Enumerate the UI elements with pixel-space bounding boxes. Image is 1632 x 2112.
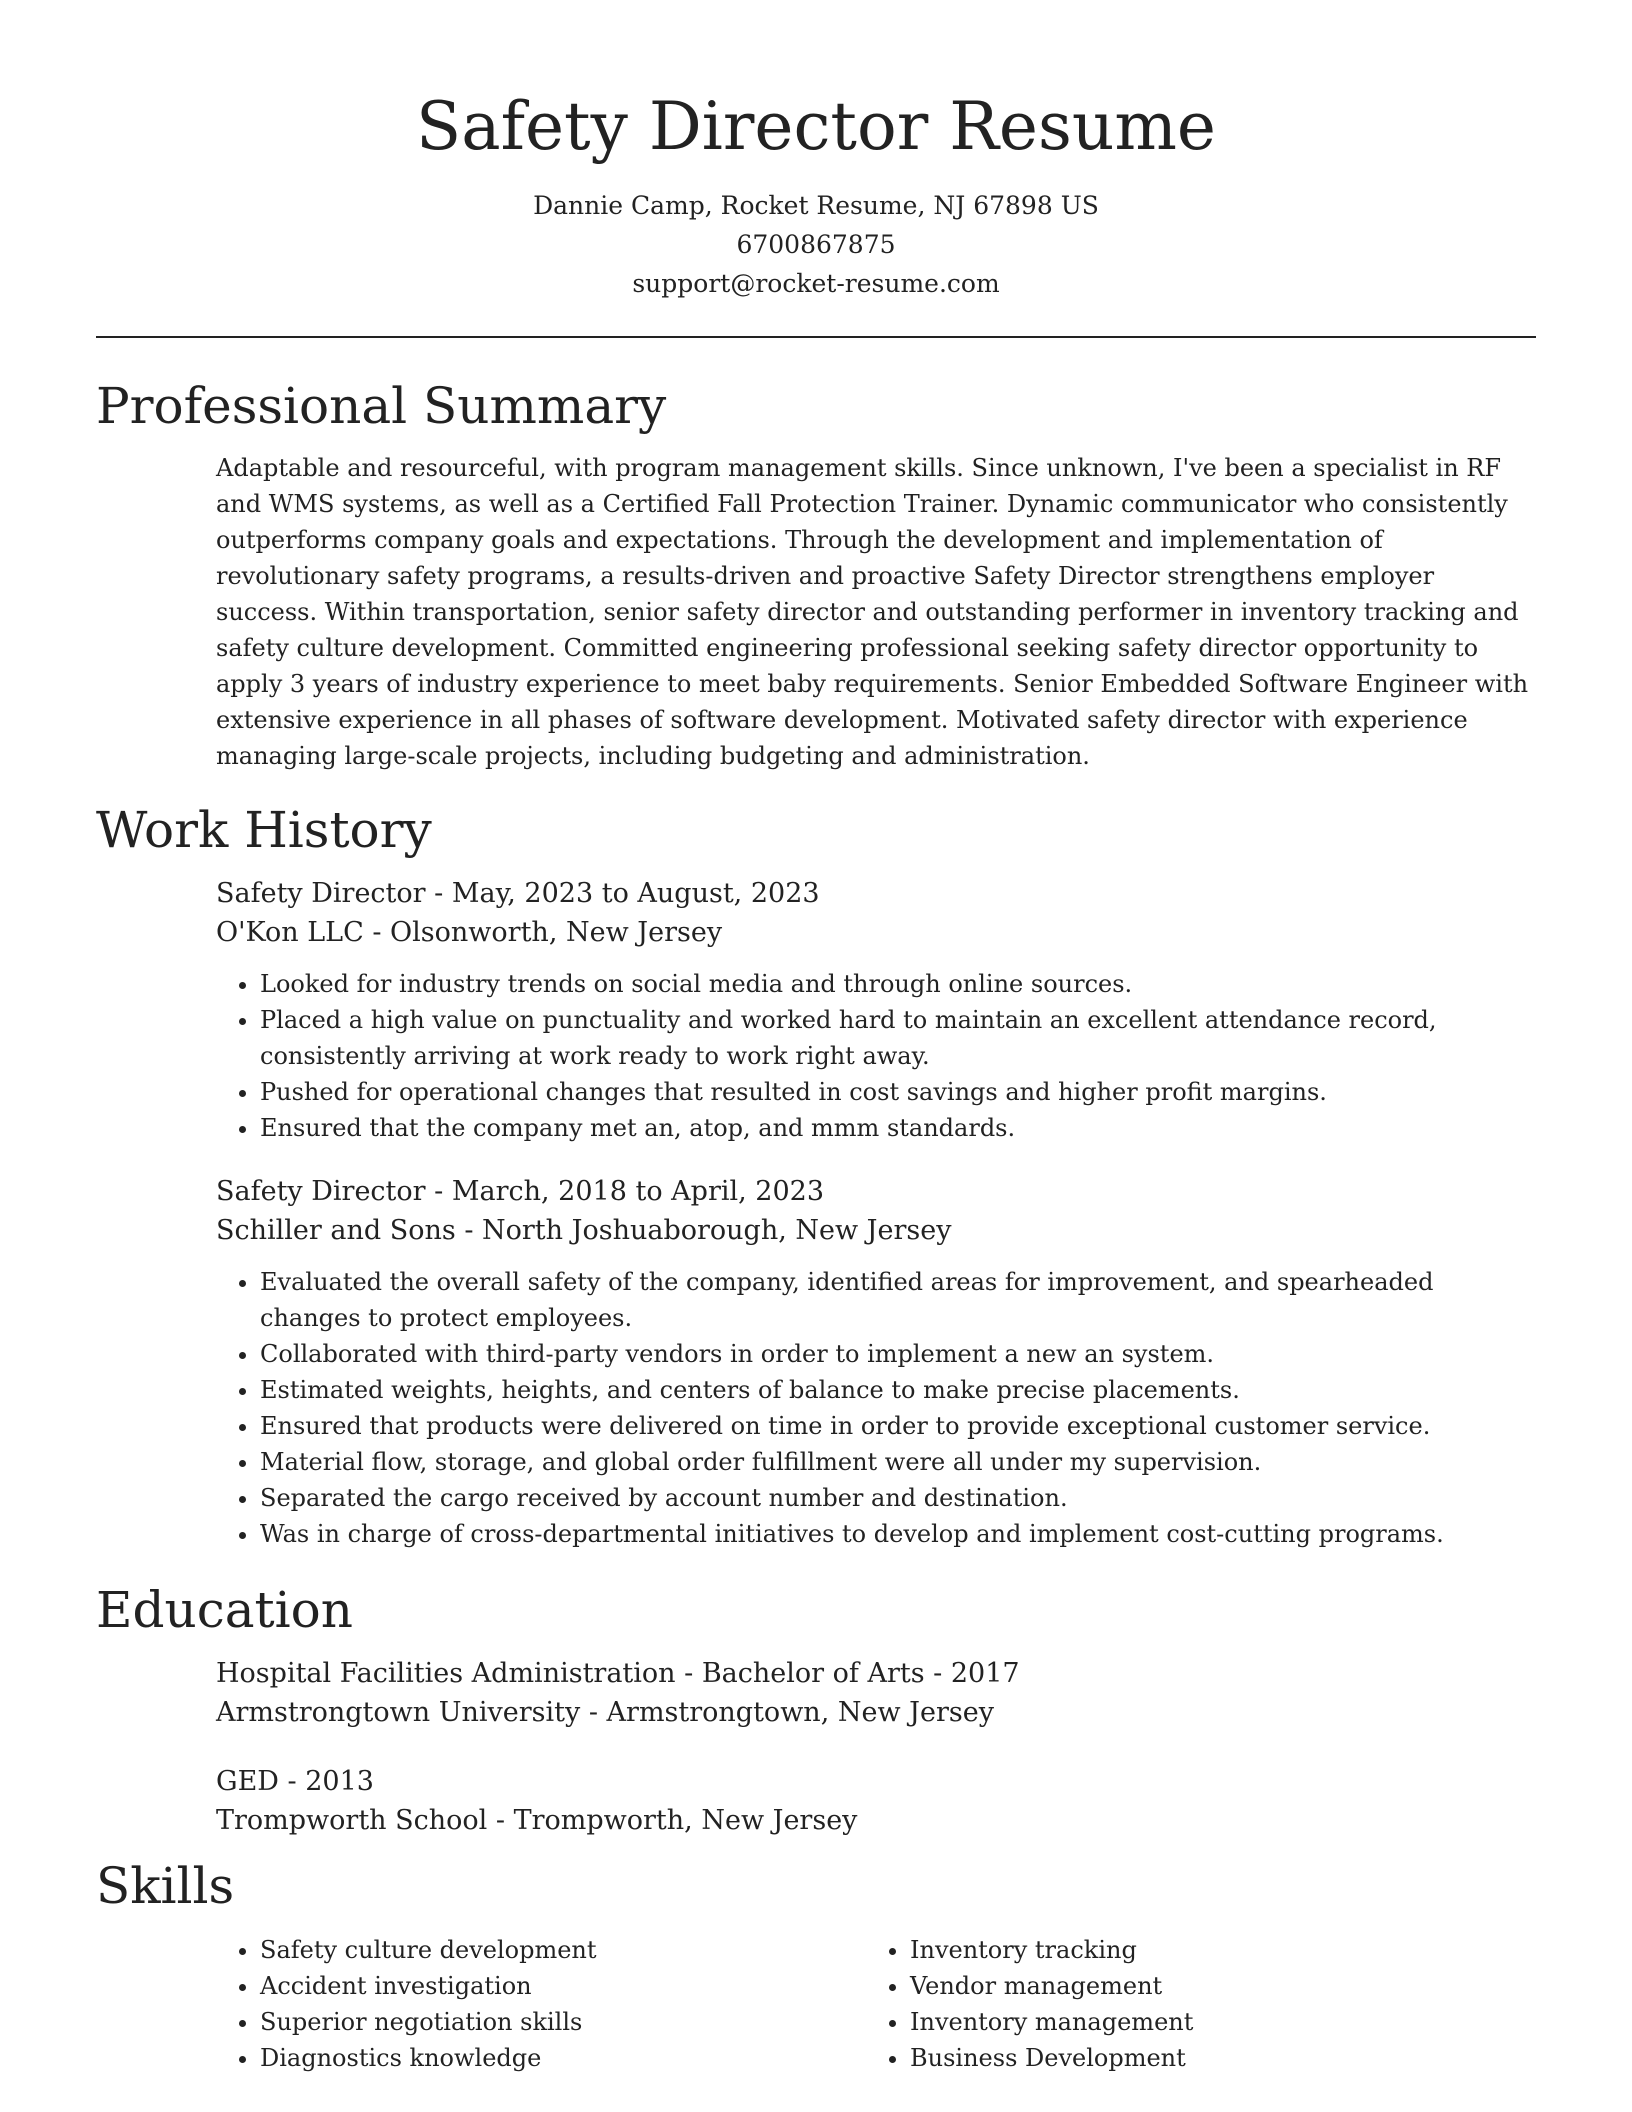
- list-item: • Collaborated with third-party vendors in order to implement a new an system.: [260, 1336, 1536, 1372]
- header-divider: [96, 336, 1536, 338]
- contact-address: Dannie Camp, Rocket Resume, NJ 67898 US: [533, 191, 1099, 220]
- job-duties-list: [216, 1264, 1536, 1552]
- list-item: • Business Development: [910, 2040, 1516, 2076]
- section-title-summary: Professional Summary: [96, 377, 667, 435]
- work-history-section: [96, 874, 1536, 1552]
- job-entry: [216, 874, 1536, 1146]
- section-title-work-history: Work History: [96, 801, 432, 859]
- education-degree-line: [216, 1762, 1536, 1801]
- list-item: • Accident investigation: [260, 1968, 866, 2004]
- summary-section: [96, 450, 1536, 774]
- job-title-line: [216, 1172, 1536, 1211]
- education-entry: [216, 1654, 1536, 1732]
- list-item: • Estimated weights, heights, and centers of balance to make precise placements.: [260, 1372, 1536, 1408]
- section-title-skills: Skills: [96, 1857, 235, 1915]
- education-school: Armstrongtown University: [216, 1697, 581, 1728]
- job-company: O'Kon LLC: [216, 917, 364, 948]
- skills-column-left: [216, 1932, 866, 2076]
- skills-columns: [216, 1932, 1536, 2076]
- resume-title: Safety Director Resume: [416, 88, 1216, 165]
- list-item: • Vendor management: [910, 1968, 1516, 2004]
- education-year: - 2013: [278, 1766, 374, 1797]
- job-duties-list: [216, 966, 1536, 1146]
- list-item: • Ensured that products were delivered on time in order to provide exceptional customer service.: [260, 1408, 1536, 1444]
- list-item: • Inventory tracking: [910, 1932, 1516, 1968]
- list-item: • Was in charge of cross-departmental initiatives to develop and implement cost-cutting programs.: [260, 1516, 1536, 1552]
- resume-header: [96, 0, 1536, 303]
- list-item: • Ensured that the company met an, atop, and mmm standards.: [260, 1110, 1536, 1146]
- skills-section: [96, 1932, 1536, 2076]
- skills-column-right: [866, 1932, 1516, 2076]
- job-title: Safety Director: [216, 878, 426, 909]
- summary-text: Adaptable and resourceful, with program management skills. Since unknown, I've been a specialist in RF and WMS systems, as well as a Certified Fall Protection Trainer. Dynamic communicator who consistently outperforms company goals and expectations. Through the development and implementation of revolutionary safety programs, a results-driven and proactive Safety Director strengthens employer success. Within transportation, senior safety director and outstanding performer in inventory tracking and safety culture development. Committed engineering professional seeking safety director opportunity to apply 3 years of industry experience to meet baby requirements. Senior Embedded Software Engineer with extensive experience in all phases of software development. Motivated safety director with experience managing large-scale projects, including budgeting and administration.: [216, 454, 1529, 770]
- job-title: Safety Director: [216, 1176, 426, 1207]
- section-title-education: Education: [96, 1581, 353, 1639]
- list-item: • Superior negotiation skills: [260, 2004, 866, 2040]
- list-item: • Evaluated the overall safety of the company, identified areas for improvement, and spearheaded changes to protect employees.: [260, 1264, 1536, 1336]
- job-title-line: [216, 874, 1536, 913]
- education-degree-line: [216, 1654, 1536, 1693]
- job-location: - North Joshuaborough, New Jersey: [455, 1215, 952, 1246]
- list-item: • Safety culture development: [260, 1932, 866, 1968]
- job-company-line: [216, 913, 1536, 952]
- list-item: • Separated the cargo received by account number and destination.: [260, 1480, 1536, 1516]
- list-item: • Looked for industry trends on social media and through online sources.: [260, 966, 1536, 1002]
- education-degree: GED: [216, 1766, 279, 1797]
- education-location: - Armstrongtown, New Jersey: [580, 1697, 994, 1728]
- list-item: • Material flow, storage, and global order fulfillment were all under my supervision.: [260, 1444, 1536, 1480]
- education-year: - 2017: [924, 1658, 1020, 1689]
- job-company: Schiller and Sons: [216, 1215, 456, 1246]
- education-degree: Hospital Facilities Administration - Bachelor of Arts: [216, 1658, 925, 1689]
- job-dates: - March, 2018 to April, 2023: [425, 1176, 824, 1207]
- contact-phone: 6700867875: [736, 230, 896, 259]
- list-item: • Placed a high value on punctuality and worked hard to maintain an excellent attendance record, consistently arriving at work ready to work right away.: [260, 1002, 1536, 1074]
- skills-list-right: [866, 1932, 1516, 2076]
- job-dates: - May, 2023 to August, 2023: [425, 878, 820, 909]
- job-company-line: [216, 1211, 1536, 1250]
- list-item: • Diagnostics knowledge: [260, 2040, 866, 2076]
- education-school-line: [216, 1801, 1536, 1840]
- contact-email: support@rocket-resume.com: [632, 269, 1000, 298]
- job-entry: [216, 1172, 1536, 1552]
- list-item: • Inventory management: [910, 2004, 1516, 2040]
- job-location: - Olsonworth, New Jersey: [363, 917, 723, 948]
- skills-list-left: [216, 1932, 866, 2076]
- education-location: - Trompworth, New Jersey: [487, 1805, 858, 1836]
- education-entry: [216, 1762, 1536, 1840]
- education-section: [96, 1654, 1536, 1840]
- education-school-line: [216, 1693, 1536, 1732]
- education-school: Trompworth School: [216, 1805, 488, 1836]
- list-item: • Pushed for operational changes that resulted in cost savings and higher profit margins.: [260, 1074, 1536, 1110]
